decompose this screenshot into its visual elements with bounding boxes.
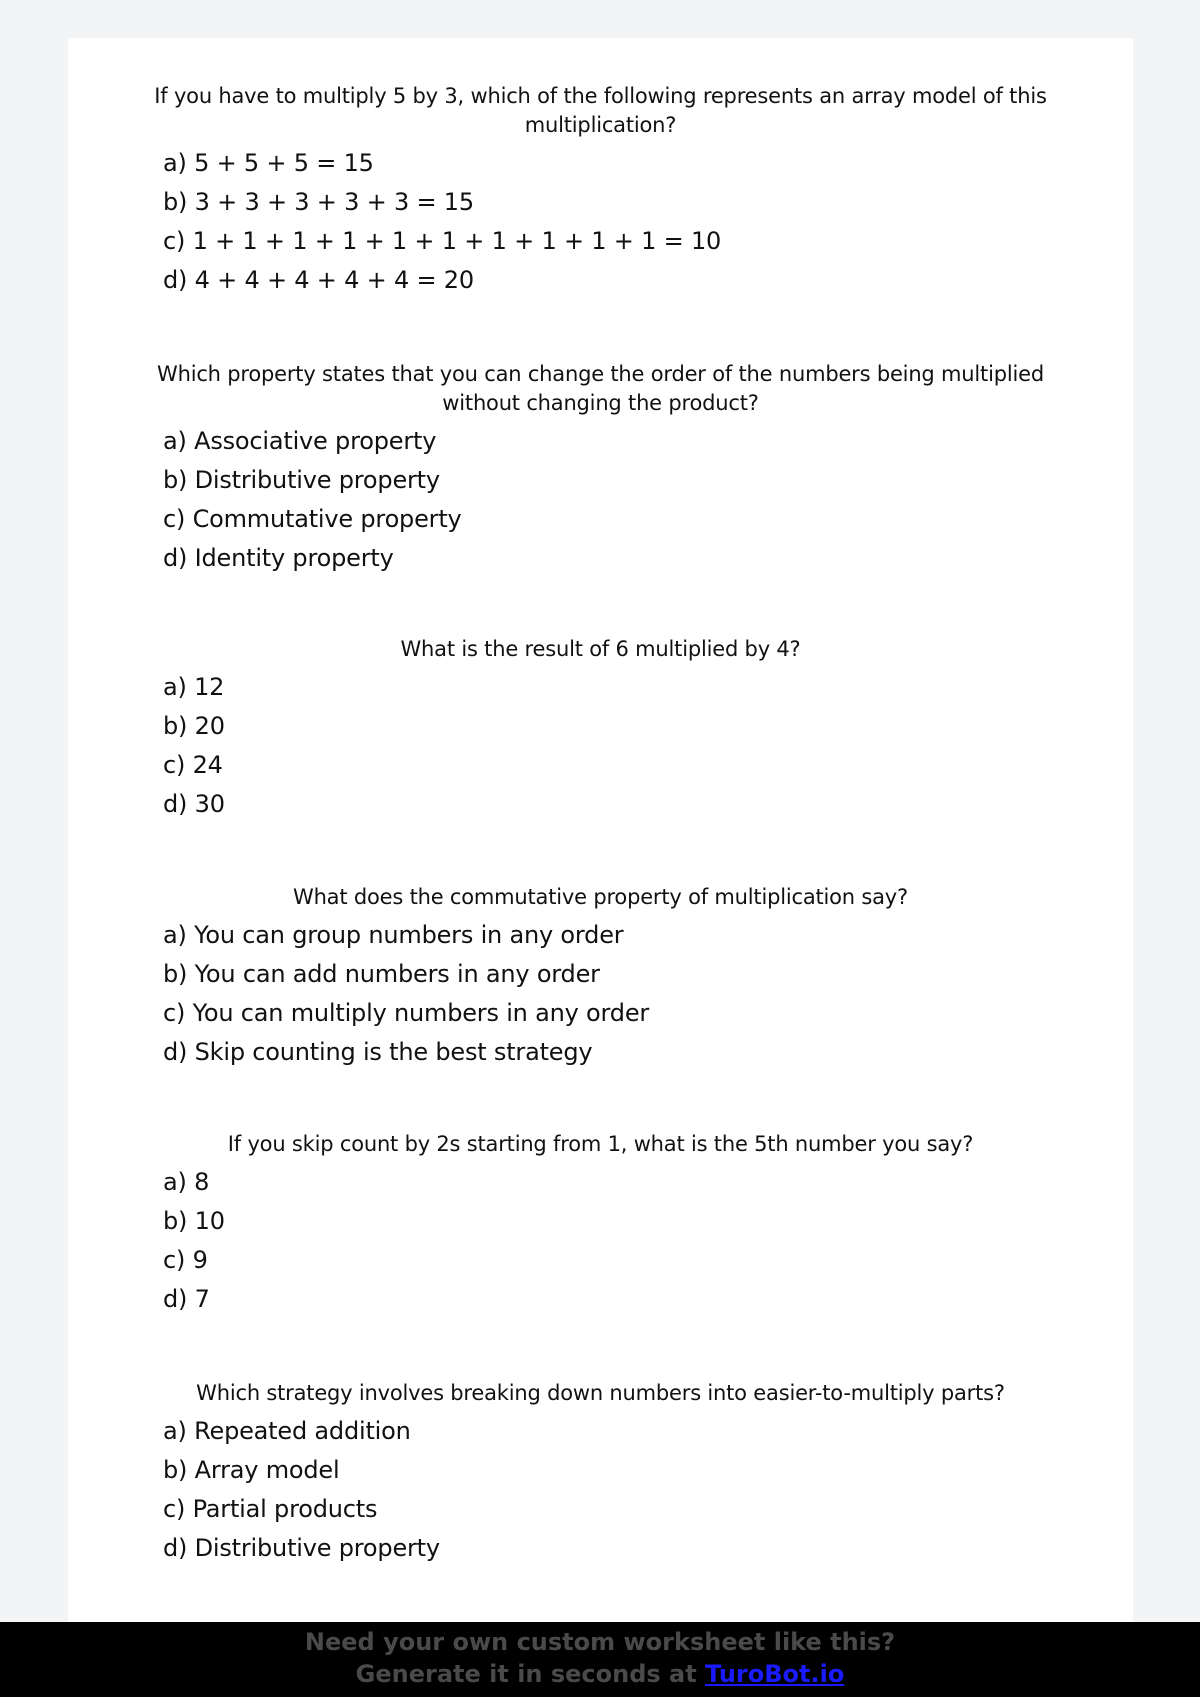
answer-option-b: b) 3 + 3 + 3 + 3 + 3 = 15 — [163, 188, 474, 216]
answer-option-a: a) Associative property — [163, 427, 437, 455]
question-text: Which strategy involves breaking down numbers into easier-to-multiply parts? — [196, 1381, 1005, 1405]
question-text: If you have to multiply 5 by 3, which of the following represents an array model of this multiplication? — [154, 84, 1047, 137]
answer-option-c: c) Partial products — [163, 1495, 378, 1523]
answer-option-a: a) 5 + 5 + 5 = 15 — [163, 149, 374, 177]
answer-options — [163, 144, 1133, 300]
answer-option-b: b) You can add numbers in any order — [163, 960, 600, 988]
question-3 — [68, 635, 1133, 824]
answer-option-d: d) 7 — [163, 1285, 210, 1313]
answer-option-d: d) Identity property — [163, 544, 394, 572]
question-1 — [68, 82, 1133, 300]
answer-option-c: c) 24 — [163, 751, 223, 779]
answer-options — [163, 1412, 1133, 1568]
question-text: What is the result of 6 multiplied by 4? — [400, 637, 801, 661]
answer-option-b: b) Array model — [163, 1456, 340, 1484]
answer-options — [163, 668, 1133, 824]
answer-option-a: a) You can group numbers in any order — [163, 921, 624, 949]
answer-option-b: b) 10 — [163, 1207, 225, 1235]
answer-option-d: d) Skip counting is the best strategy — [163, 1038, 593, 1066]
answer-option-d: d) 30 — [163, 790, 225, 818]
question-6 — [68, 1379, 1133, 1568]
banner-subline — [0, 1658, 1200, 1690]
answer-option-b: b) 20 — [163, 712, 225, 740]
answer-option-c: c) You can multiply numbers in any order — [163, 999, 650, 1027]
question-5 — [68, 1130, 1133, 1319]
answer-options — [163, 916, 1133, 1072]
banner-subline-text: Generate it in seconds at — [355, 1660, 706, 1688]
question-text: What does the commutative property of multiplication say? — [293, 885, 908, 909]
answer-options — [163, 422, 1133, 578]
answer-option-c: c) 9 — [163, 1246, 208, 1274]
question-4 — [68, 883, 1133, 1072]
answer-option-a: a) 8 — [163, 1168, 210, 1196]
worksheet-page — [68, 38, 1133, 1697]
answer-option-c: c) Commutative property — [163, 505, 462, 533]
answer-option-b: b) Distributive property — [163, 466, 440, 494]
question-text: If you skip count by 2s starting from 1, what is the 5th number you say? — [227, 1132, 974, 1156]
answer-option-a: a) Repeated addition — [163, 1417, 411, 1445]
answer-option-a: a) 12 — [163, 673, 225, 701]
question-2 — [68, 360, 1133, 578]
question-text: Which property states that you can change the order of the numbers being multiplied without changing the product? — [157, 362, 1044, 415]
banner-headline: Need your own custom worksheet like this? — [304, 1628, 896, 1656]
promo-banner — [0, 1622, 1200, 1697]
answer-options — [163, 1163, 1133, 1319]
answer-option-c: c) 1 + 1 + 1 + 1 + 1 + 1 + 1 + 1 + 1 + 1 = 10 — [163, 227, 722, 255]
turobot-link[interactable]: TuroBot.io — [705, 1660, 845, 1688]
answer-option-d: d) 4 + 4 + 4 + 4 + 4 = 20 — [163, 266, 474, 294]
answer-option-d: d) Distributive property — [163, 1534, 440, 1562]
